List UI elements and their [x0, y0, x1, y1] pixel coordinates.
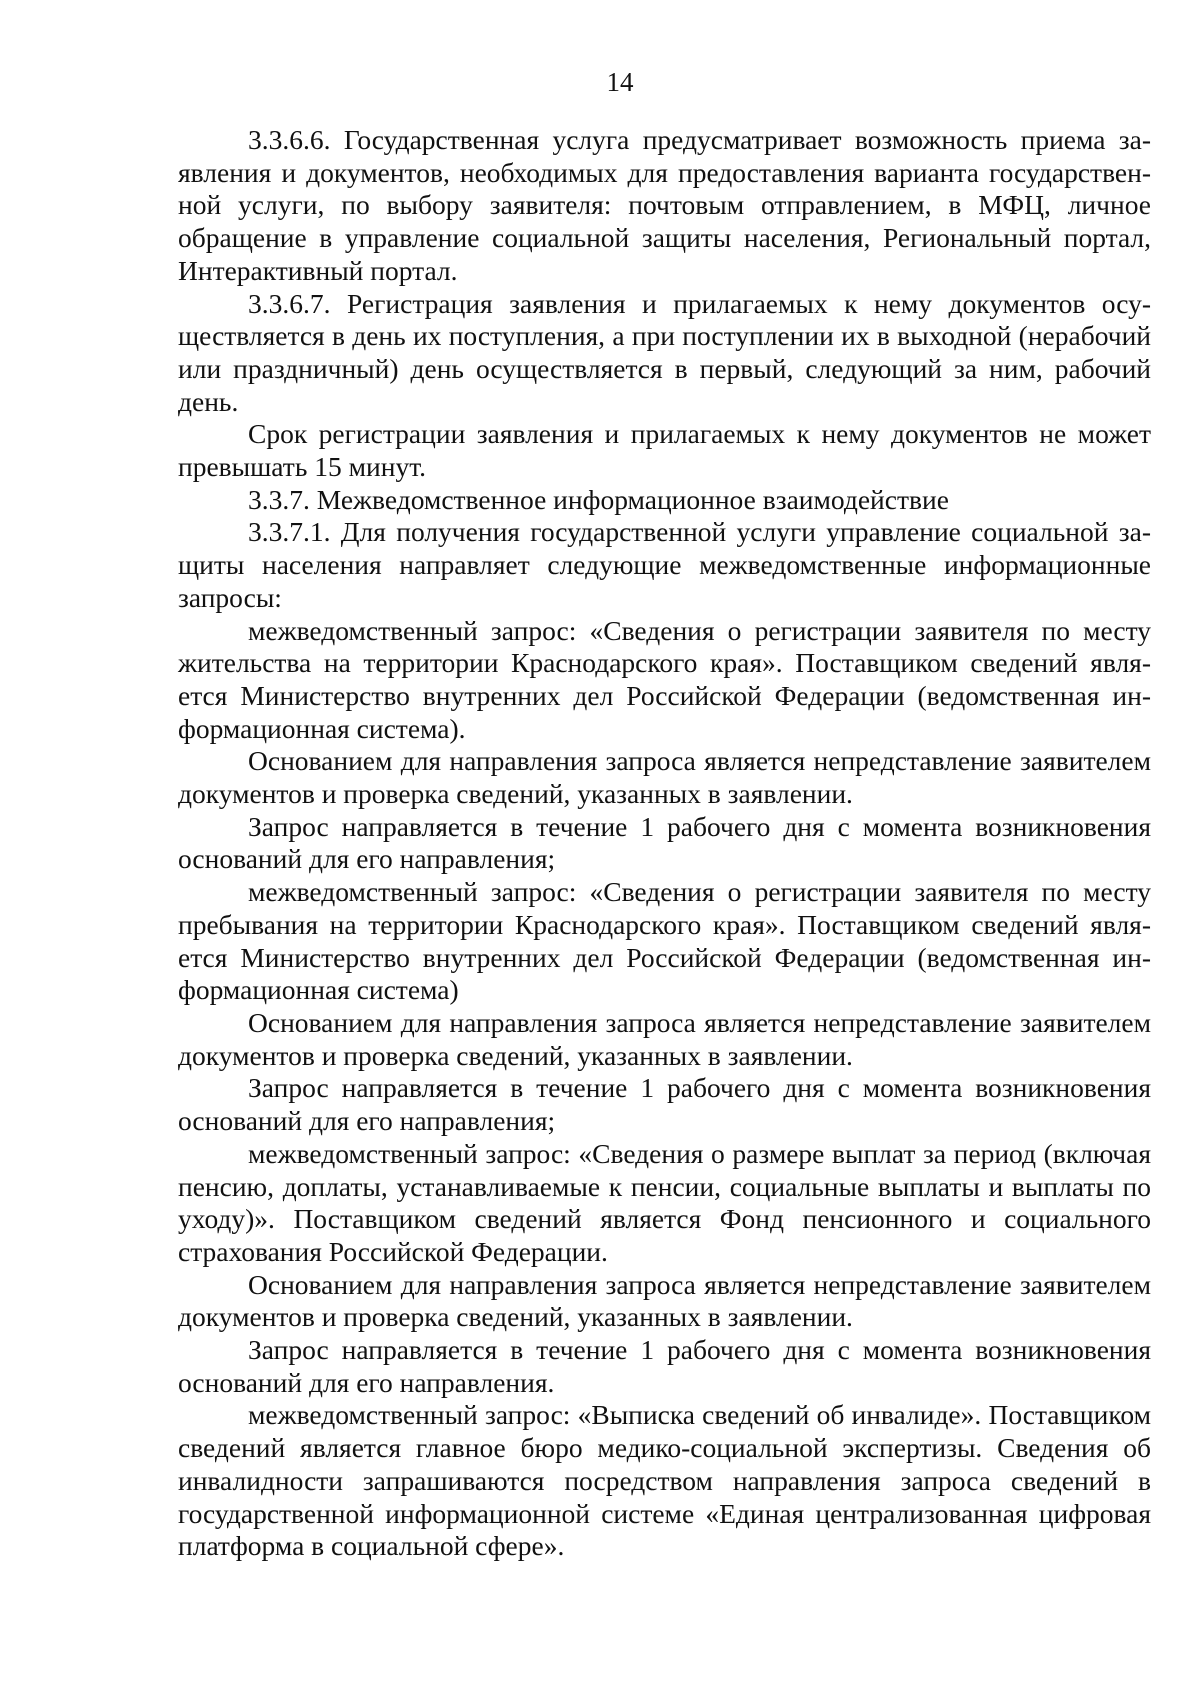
paragraph-request-deadline: Запрос направляется в течение 1 рабочего дня с момента возникновения оснований для его направления. — [178, 1334, 1151, 1398]
paragraph-request-disability: межведомственный запрос: «Выписка сведений об инвалиде». Поставщиком сведений является главное бюро медико-социальной экспертизы. Сведения об инвалидности запрашиваются посредством направления запроса сведений в государственной информационной системе «Единая централизованная цифровая платформа в социальной сфере». — [178, 1399, 1151, 1562]
paragraph-request-deadline: Запрос направляется в течение 1 рабочего дня с момента возникновения оснований для его направления; — [178, 810, 1151, 875]
paragraph-request-residence: межведомственный запрос: «Сведения о регистрации заявителя по месту жительства на территории Краснодарского края». Поставщиком сведений является Министерство внутренних дел Российской Федерации (ведомственная информационная система). — [178, 614, 1151, 744]
paragraph-request-stay: межведомственный запрос: «Сведения о регистрации заявителя по месту пребывания на территории Краснодарского края». Поставщиком сведений является Министерство внутренних дел Российской Федерации (ведомственная информационная система) — [178, 876, 1151, 1006]
paragraph-request-payments: межведомственный запрос: «Сведения о размере выплат за период (включая пенсию, доплаты, устанавливаемые к пенсии, социальные выплаты и выплаты по уходу)». Поставщиком сведений является Фонд пенсионного и социального страхования Российской Федерации. — [178, 1137, 1151, 1267]
paragraph-3-3-6-6: 3.3.6.6. Государственная услуга предусматривает возможность приема заявления и документов, необходимых для предоставления варианта государственной услуги, по выбору заявителя: почтовым отправлением, в МФЦ, личное обращение в управление социальной защиты населения, Региональный портал, Интерактивный портал. — [178, 124, 1151, 286]
paragraph-request-basis: Основанием для направления запроса является непредставление заявителем документов и проверка сведений, указанных в заявлении. — [178, 1006, 1151, 1071]
paragraph-registration-term: Срок регистрации заявления и прилагаемых к нему документов не может превышать 15 минут. — [178, 418, 1151, 483]
paragraph-request-basis: Основанием для направления запроса является непредставление заявителем документов и проверка сведений, указанных в заявлении. — [178, 1268, 1151, 1333]
page-number: 14 — [606, 67, 634, 97]
paragraph-3-3-7-1: 3.3.7.1. Для получения государственной услуги управление социальной защиты населения направляет следующие межведомственные информационные запросы: — [178, 516, 1151, 613]
paragraph-request-deadline: Запрос направляется в течение 1 рабочего дня с момента возникновения оснований для его направления; — [178, 1072, 1151, 1137]
section-heading-3-3-7: 3.3.7. Межведомственное информационное взаимодействие — [248, 483, 949, 515]
body-text — [178, 124, 1151, 1563]
paragraph-3-3-6-7: 3.3.6.7. Регистрация заявления и прилагаемых к нему документов осуществляется в день их поступления, а при поступлении их в выходной (нерабочий или праздничный) день осуществляется в первый, следующий за ним, рабочий день. — [178, 287, 1151, 417]
paragraph-request-basis: Основанием для направления запроса является непредставление заявителем документов и проверка сведений, указанных в заявлении. — [178, 745, 1151, 810]
